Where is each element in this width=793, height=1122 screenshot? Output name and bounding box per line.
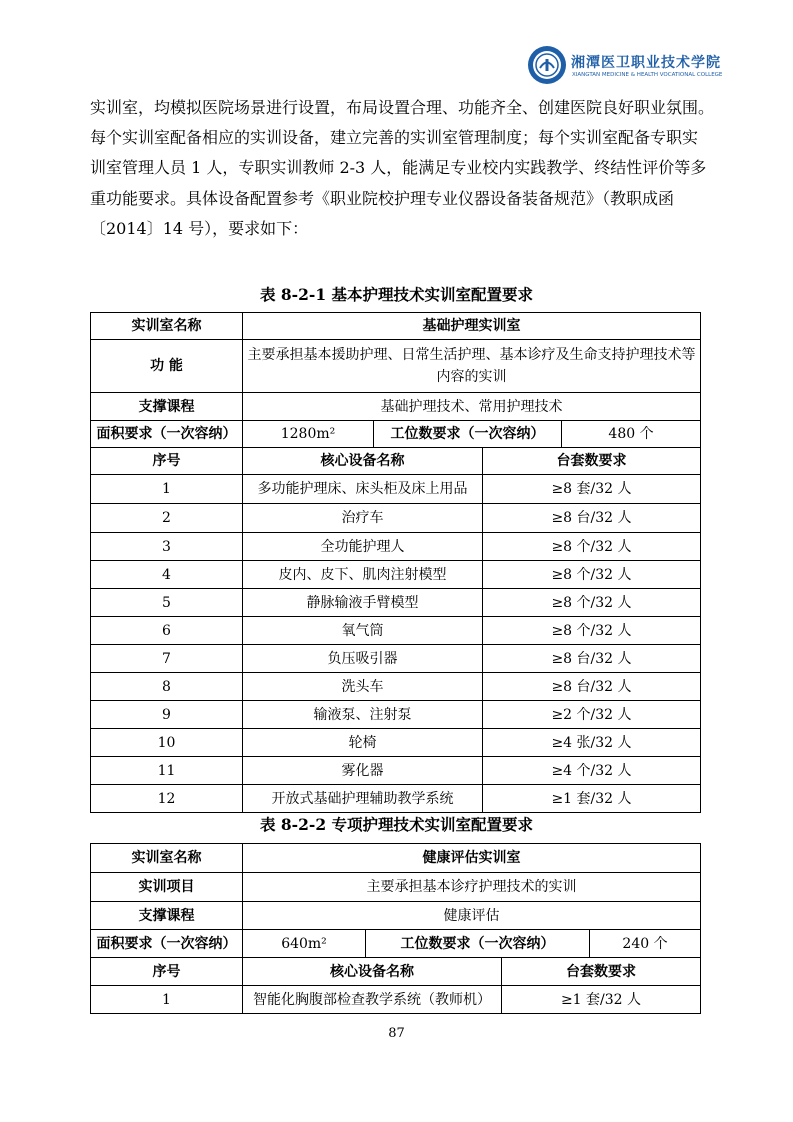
row-equipment: 氧气筒 (243, 617, 483, 645)
station-label: 工位数要求（一次容纳） (374, 421, 562, 448)
row-quantity: ≥8 个/32 人 (483, 533, 701, 561)
table-row (91, 757, 701, 785)
table2 (90, 843, 701, 1014)
row-equipment: 输液泵、注射泵 (243, 701, 483, 729)
row-quantity: ≥8 个/32 人 (483, 589, 701, 617)
function-value: 主要承担基本援助护理、日常生活护理、基本诊疗及生命支持护理技术等内容的实训 (243, 340, 701, 393)
table-row (91, 645, 701, 673)
station-value: 480 个 (562, 421, 701, 448)
row-no: 12 (91, 785, 243, 813)
college-name-en: XIANGTAN MEDICINE & HEALTH VOCATIONAL COLLEGE (572, 72, 723, 78)
row-equipment: 皮内、皮下、肌肉注射模型 (243, 561, 483, 589)
row-no: 6 (91, 617, 243, 645)
row-no: 3 (91, 533, 243, 561)
row-quantity: ≥8 台/32 人 (483, 645, 701, 673)
room-name-label: 实训室名称 (91, 844, 243, 873)
paragraph-line: 每个实训室配备相应的实训设备，建立完善的实训室管理制度；每个实训室配备专职实 (90, 128, 699, 147)
area-label: 面积要求（一次容纳） (91, 930, 243, 958)
row-no: 1 (91, 986, 243, 1014)
row-quantity: ≥1 套/32 人 (483, 785, 701, 813)
station-label: 工位数要求（一次容纳） (366, 930, 590, 958)
row-quantity: ≥2 个/32 人 (483, 701, 701, 729)
project-value: 主要承担基本诊疗护理技术的实训 (243, 873, 701, 902)
row-equipment: 负压吸引器 (243, 645, 483, 673)
college-emblem-icon (527, 45, 567, 85)
row-no: 10 (91, 729, 243, 757)
area-value: 640m² (243, 930, 366, 958)
area-value: 1280m² (243, 421, 374, 448)
col-header-name: 核心设备名称 (243, 448, 483, 475)
col-header-no: 序号 (91, 448, 243, 475)
area-label: 面积要求（一次容纳） (91, 421, 243, 448)
paragraph-line: 〔2014〕14 号），要求如下： (90, 219, 309, 238)
row-equipment: 静脉输液手臂模型 (243, 589, 483, 617)
row-equipment: 轮椅 (243, 729, 483, 757)
project-label: 实训项目 (91, 873, 243, 902)
table1 (90, 312, 701, 813)
table-row (91, 986, 701, 1014)
page-number: 87 (388, 1026, 405, 1041)
table-row (91, 533, 701, 561)
row-no: 9 (91, 701, 243, 729)
row-quantity: ≥8 个/32 人 (483, 617, 701, 645)
row-no: 7 (91, 645, 243, 673)
paragraph-line: 重功能要求。具体设备配置参考《职业院校护理专业仪器设备装备规范》（教职成函 (90, 189, 675, 208)
table-row (91, 589, 701, 617)
table-row (91, 475, 701, 504)
row-equipment: 智能化胸腹部检查教学系统（教师机） (243, 986, 502, 1014)
table-row (91, 504, 701, 533)
row-quantity: ≥8 台/32 人 (483, 504, 701, 533)
col-header-qty: 台套数要求 (483, 448, 701, 475)
row-equipment: 洗头车 (243, 673, 483, 701)
row-no: 11 (91, 757, 243, 785)
paragraph-line: 训室管理人员 1 人，专职实训教师 2-3 人，能满足专业校内实践教学、终结性评价等多 (90, 158, 707, 177)
table-row (91, 617, 701, 645)
course-label: 支撑课程 (91, 393, 243, 421)
course-value: 基础护理技术、常用护理技术 (243, 393, 701, 421)
table-row (91, 729, 701, 757)
function-label: 功 能 (91, 340, 243, 393)
row-no: 2 (91, 504, 243, 533)
row-quantity: ≥8 个/32 人 (483, 561, 701, 589)
row-equipment: 雾化器 (243, 757, 483, 785)
table-row (91, 673, 701, 701)
table-row (91, 785, 701, 813)
col-header-no: 序号 (91, 958, 243, 986)
row-quantity: ≥8 套/32 人 (483, 475, 701, 504)
course-label: 支撑课程 (91, 902, 243, 930)
row-quantity: ≥1 套/32 人 (502, 986, 701, 1014)
room-name-label: 实训室名称 (91, 313, 243, 340)
row-equipment: 多功能护理床、床头柜及床上用品 (243, 475, 483, 504)
row-no: 8 (91, 673, 243, 701)
table1-caption: 表 8-2-1 基本护理技术实训室配置要求 (259, 285, 533, 304)
row-equipment: 全功能护理人 (243, 533, 483, 561)
row-quantity: ≥4 张/32 人 (483, 729, 701, 757)
row-equipment: 治疗车 (243, 504, 483, 533)
row-quantity: ≥8 台/32 人 (483, 673, 701, 701)
table2-caption: 表 8-2-2 专项护理技术实训室配置要求 (259, 815, 533, 834)
room-name-value: 健康评估实训室 (243, 844, 701, 873)
table-row (91, 701, 701, 729)
col-header-name: 核心设备名称 (243, 958, 502, 986)
room-name-value: 基础护理实训室 (243, 313, 701, 340)
course-value: 健康评估 (243, 902, 701, 930)
college-logo (527, 44, 723, 88)
row-no: 5 (91, 589, 243, 617)
table-row (91, 561, 701, 589)
row-no: 4 (91, 561, 243, 589)
row-quantity: ≥4 个/32 人 (483, 757, 701, 785)
station-value: 240 个 (590, 930, 701, 958)
row-equipment: 开放式基础护理辅助教学系统 (243, 785, 483, 813)
row-no: 1 (91, 475, 243, 504)
college-name-cn: 湘潭医卫职业技术学院 (571, 55, 721, 71)
paragraph-line: 实训室，均模拟医院场景进行设置，布局设置合理、功能齐全、创建医院良好职业氛围。 (90, 98, 715, 117)
col-header-qty: 台套数要求 (502, 958, 701, 986)
